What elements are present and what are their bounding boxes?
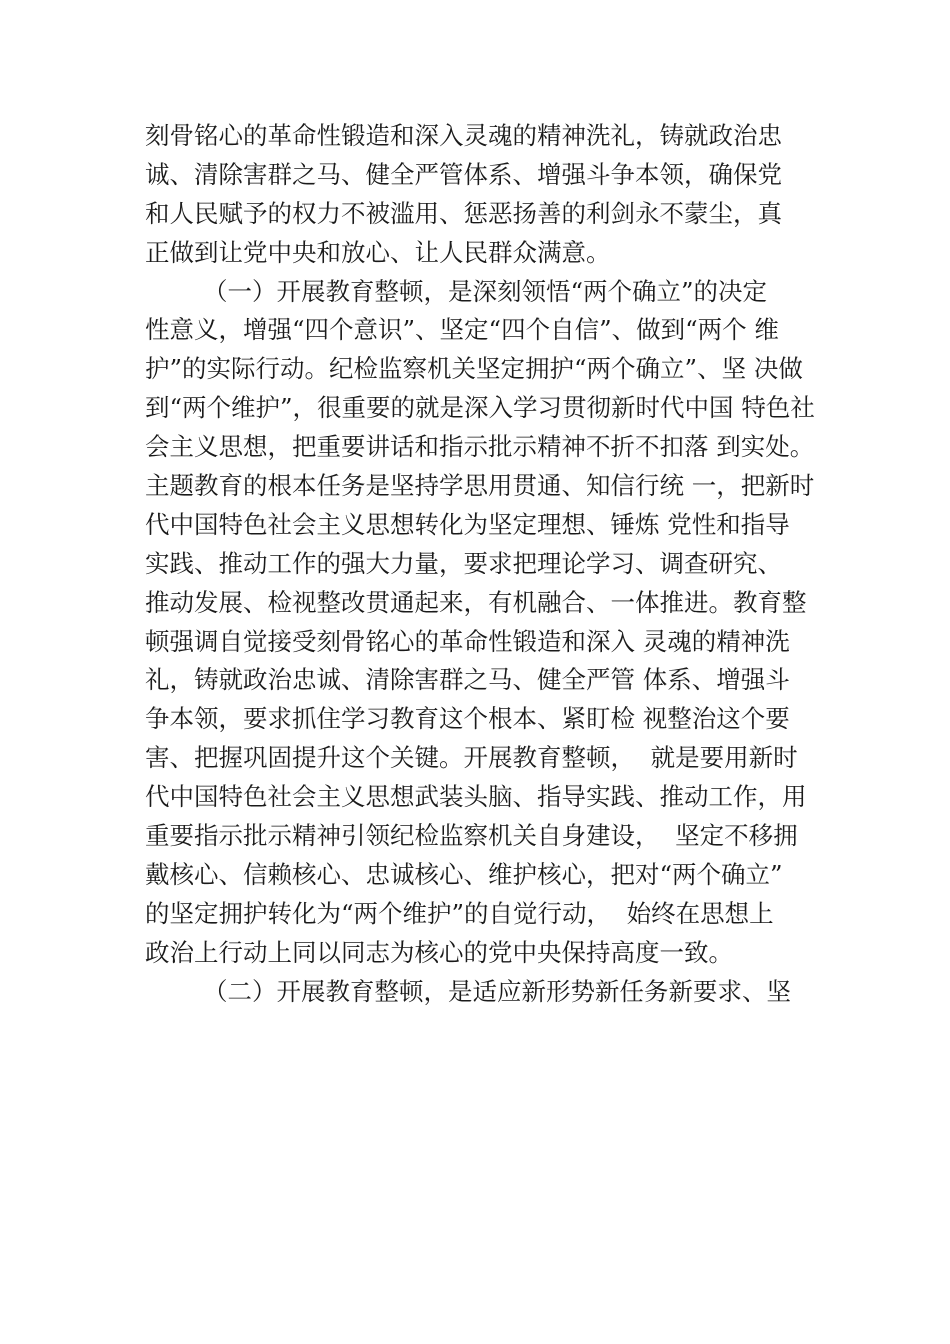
text-line: 顿强调自觉接受刻骨铭心的革命性锻造和深入 灵魂的精神洗 (145, 626, 790, 656)
text-line: 和人民赋予的权力不被滥用、惩恶扬善的利剑永不蒙尘，真 (145, 198, 782, 228)
text-line: 刻骨铭心的革命性锻造和深入灵魂的精神洗礼，铸就政治忠 (145, 121, 782, 150)
text-line: 正做到让党中央和放心、让人民群众满意。 (145, 237, 611, 267)
text-line: 实践、推动工作的强大力量，要求把理论学习、调查研究、 (145, 548, 782, 578)
section-heading-2: （二）开展教育整顿，是适应新形势新任务新要求、坚 (203, 976, 791, 1006)
text-line: 害、把握巩固提升这个关键。开展教育整顿， 就是要用新时 (145, 743, 798, 773)
text-line: 推动发展、检视整改贯通起来，有机融合、一体推进。教育整 (145, 587, 807, 617)
text-line: 重要指示批示精神引领纪检监察机关自身建设， 坚定不移拥 (145, 821, 798, 851)
text-line: 到“两个维护”，很重要的就是深入学习贯彻新时代中国 特色社 (145, 393, 815, 423)
text-line: 政治上行动上同以同志为核心的党中央保持高度一致。 (145, 937, 733, 967)
text-line: 主题教育的根本任务是坚持学思用贯通、知信行统 一，把新时 (145, 471, 815, 501)
text-line: 争本领，要求抓住学习教育这个根本、紧盯检 视整治这个要 (145, 704, 790, 734)
text-line: 性意义，增强“四个意识”、坚定“四个自信”、做到“两个 维 (145, 315, 779, 345)
section-heading-1: （一）开展教育整顿，是深刻领悟“两个确立”的决定 (203, 276, 768, 306)
text-line: 戴核心、信赖核心、忠诚核心、维护核心，把对“两个确立” (145, 859, 783, 889)
text-line: 诚、清除害群之马、健全严管体系、增强斗争本领，确保党 (145, 159, 782, 189)
text-line: 代中国特色社会主义思想转化为坚定理想、锤炼 党性和指导 (145, 509, 790, 539)
text-line: 护”的实际行动。纪检监察机关坚定拥护“两个确立”、坚 决做 (145, 354, 803, 384)
text-line: 的坚定拥护转化为“两个维护”的自觉行动， 始终在思想上 (145, 898, 774, 928)
body-text (145, 117, 845, 1011)
text-line: 会主义思想，把重要讲话和指示批示精神不折不扣落 到实处。 (145, 432, 815, 462)
text-line: 礼，铸就政治忠诚、清除害群之马、健全严管 体系、增强斗 (145, 665, 790, 695)
text-line: 代中国特色社会主义思想武装头脑、指导实践、推动工作，用 (145, 782, 807, 812)
